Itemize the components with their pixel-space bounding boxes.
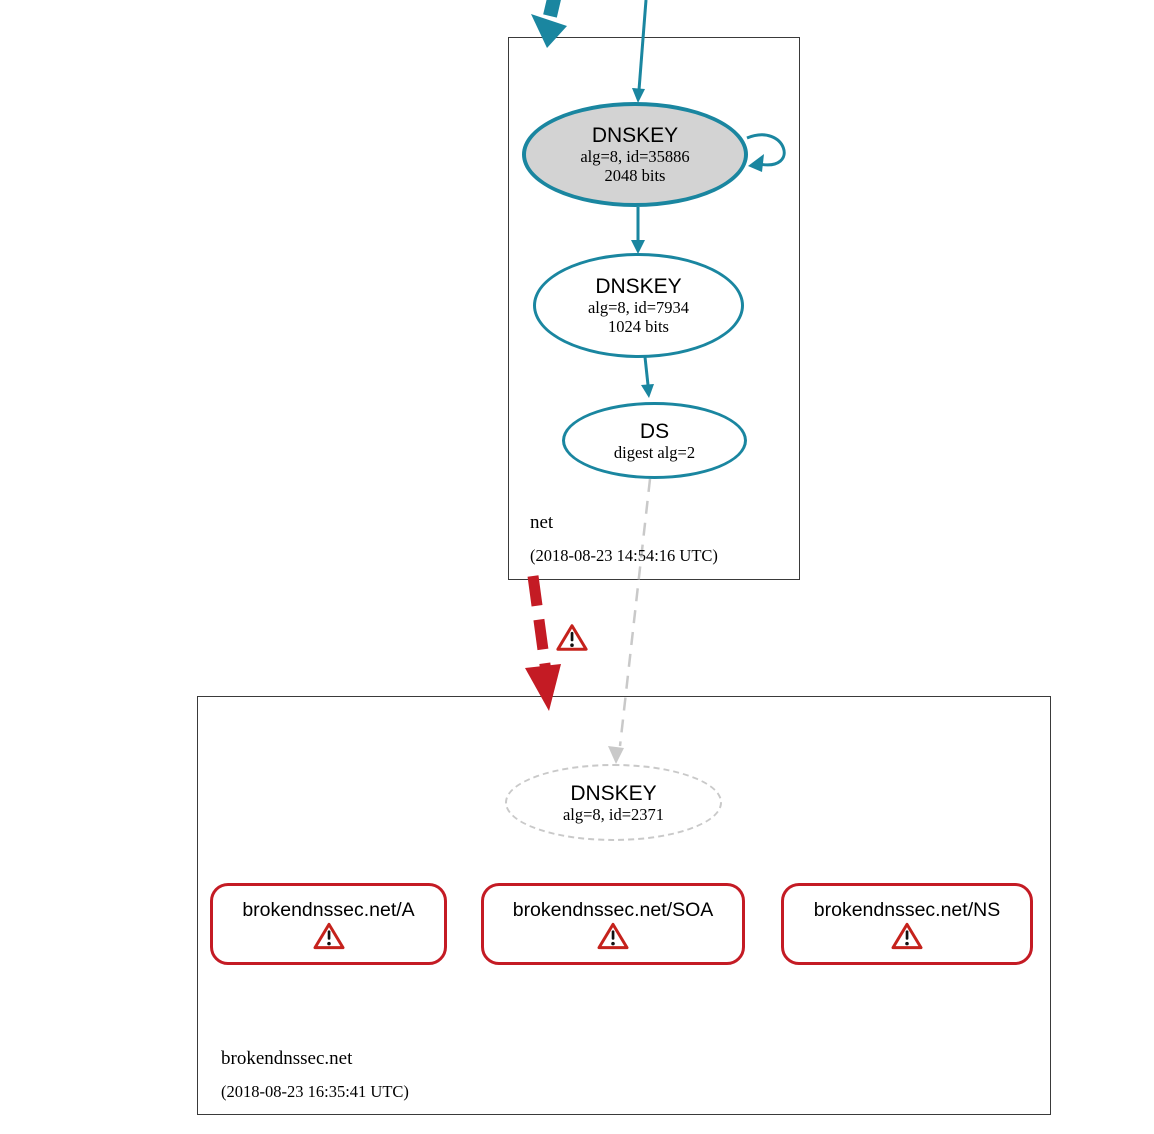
node-detail: alg=8, id=35886 (580, 147, 690, 166)
node-rrset-soa[interactable] (481, 883, 745, 965)
node-dnskey-ksk[interactable] (522, 102, 748, 207)
zone-name-brokendnssec: brokendnssec.net (221, 1048, 353, 1069)
node-title: DS (639, 419, 670, 443)
zone-timestamp-net: (2018-08-23 14:54:16 UTC) (530, 546, 718, 565)
node-bits: 1024 bits (608, 317, 669, 336)
node-dnskey-missing[interactable] (505, 764, 722, 841)
node-title: DNSKEY (595, 275, 682, 298)
zone-timestamp-brokendnssec: (2018-08-23 16:35:41 UTC) (221, 1082, 409, 1101)
node-detail: alg=8, id=7934 (587, 298, 690, 317)
node-detail: digest alg=2 (613, 442, 696, 462)
node-rrset-a[interactable] (210, 883, 447, 965)
warning-icon (891, 922, 923, 950)
warning-icon (313, 922, 345, 950)
node-title: DNSKEY (570, 781, 657, 805)
node-title: DNSKEY (591, 124, 679, 147)
node-rrset-ns[interactable] (781, 883, 1033, 965)
node-ds[interactable] (562, 402, 747, 479)
warning-icon (556, 623, 588, 652)
warning-icon (597, 922, 629, 950)
zone-name-net: net (530, 512, 554, 533)
rrset-label: brokendnssec.net/NS (813, 898, 1001, 921)
node-detail: alg=8, id=2371 (562, 804, 665, 824)
rrset-label: brokendnssec.net/SOA (512, 898, 714, 921)
node-bits: 2048 bits (604, 166, 666, 185)
rrset-label: brokendnssec.net/A (242, 898, 415, 921)
node-dnskey-zsk[interactable] (533, 253, 744, 358)
